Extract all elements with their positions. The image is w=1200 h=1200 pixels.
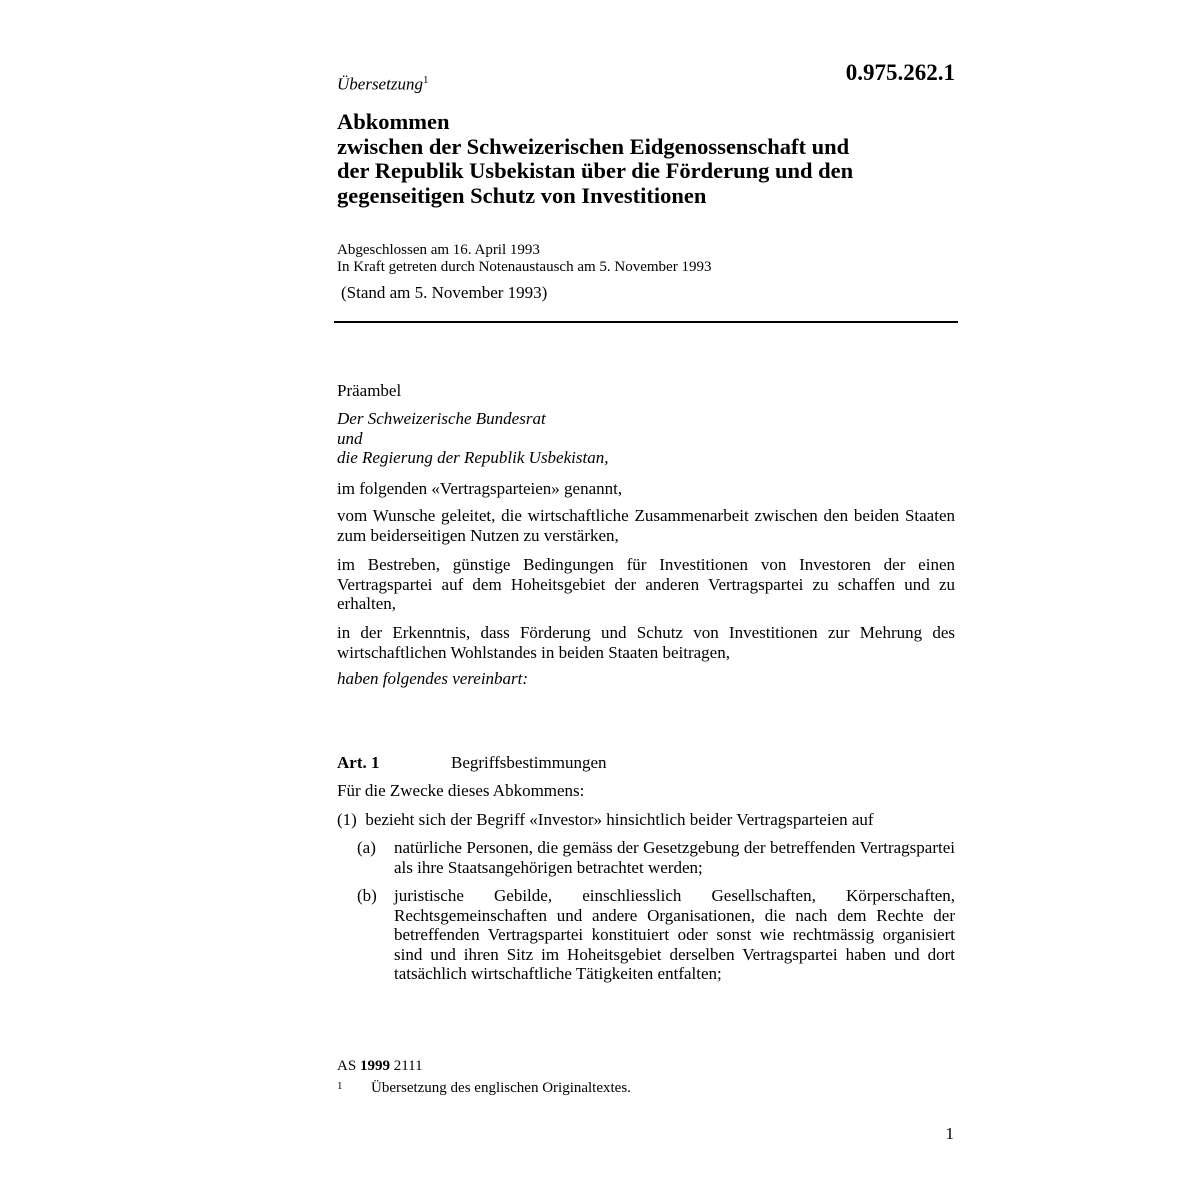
- title-line-4: gegenseitigen Schutz von Investitionen: [337, 182, 707, 208]
- title-line-3: der Republik Usbekistan über die Förderung und den: [337, 158, 854, 183]
- article-number: Art. 1: [337, 753, 380, 772]
- preamble-paragraph-1: im folgenden «Vertragsparteien» genannt,: [337, 479, 623, 498]
- status-date: (Stand am 5. November 1993): [341, 283, 548, 302]
- as-prefix: AS: [337, 1058, 357, 1074]
- sub-item-b: [357, 886, 955, 984]
- header-divider: [334, 321, 958, 323]
- sub-item-label: (a): [357, 838, 376, 857]
- sub-item-label: (b): [357, 886, 377, 905]
- as-page: 2111: [393, 1058, 423, 1074]
- preamble-paragraph-4: in der Erkenntnis, dass Förderung und Schutz von Investitionen zur Mehrung des wirtschaftlichen Wohlstandes in beiden Staaten beitragen,: [337, 623, 955, 662]
- translation-label: Übersetzung: [337, 74, 423, 94]
- party-conjunction: und: [337, 428, 363, 448]
- article-1-heading: [337, 753, 607, 773]
- sub-item-a: [357, 838, 955, 877]
- sr-number: 0.975.262.1: [845, 60, 955, 85]
- official-collection-reference: [337, 1058, 423, 1075]
- sub-item-text: natürliche Personen, die gemäss der Gesetzgebung der betreffenden Vertragspartei als ihre Staatsangehörigen betrachtet werden;: [394, 838, 955, 877]
- document-title: [337, 110, 937, 208]
- dates-block: [337, 242, 711, 276]
- article-intro: Für die Zwecke dieses Abkommens:: [337, 781, 585, 800]
- title-line-1: Abkommen: [337, 109, 450, 134]
- preamble-paragraph-2: vom Wunsche geleitet, die wirtschaftliche Zusammenarbeit zwischen den beiden Staaten zum beiderseitigen Nutzen zu verstärken,: [337, 506, 955, 545]
- parties-block: [337, 409, 955, 468]
- preamble-paragraph-5: haben folgendes vereinbart:: [337, 669, 529, 688]
- article-title: Begriffsbestimmungen: [451, 753, 607, 772]
- party-1: Der Schweizerische Bundesrat: [337, 409, 546, 428]
- preamble-paragraph-3: im Bestreben, günstige Bedingungen für Investitionen von Investoren der einen Vertragspartei auf dem Hoheitsgebiet der anderen Vertragspartei zu schaffen und zu erhalten,: [337, 555, 955, 613]
- article-item-1: (1) bezieht sich der Begriff «Investor» hinsichtlich beider Vertragsparteien auf: [337, 810, 874, 829]
- footnote-number: 1: [337, 1080, 343, 1092]
- in-force-date: In Kraft getreten durch Notenaustausch am 5. November 1993: [337, 259, 712, 275]
- footnote: [337, 1080, 631, 1097]
- concluded-date: Abgeschlossen am 16. April 1993: [337, 242, 540, 258]
- translation-note: [337, 74, 428, 95]
- preamble-heading: Präambel: [337, 381, 402, 400]
- footnote-ref: 1: [422, 74, 429, 86]
- footnote-text: Übersetzung des englischen Originaltextes.: [371, 1080, 631, 1096]
- page-number: 1: [945, 1124, 954, 1143]
- sub-item-text: juristische Gebilde, einschliesslich Gesellschaften, Körperschaften, Rechtsgemeinschaften und andere Organisationen, die nach dem Rechte der betreffenden Vertragspartei konstituiert oder sonst wie rechtmässig organisiert sind und ihren Sitz im Hoheitsgebiet derselben Vertragspartei haben und dort tatsächlich wirtschaftliche Tätigkeiten entfalten;: [394, 886, 955, 983]
- party-2: die Regierung der Republik Usbekistan,: [337, 448, 609, 467]
- as-year: 1999: [359, 1058, 390, 1074]
- title-line-2: zwischen der Schweizerischen Eidgenossenschaft und: [337, 133, 850, 159]
